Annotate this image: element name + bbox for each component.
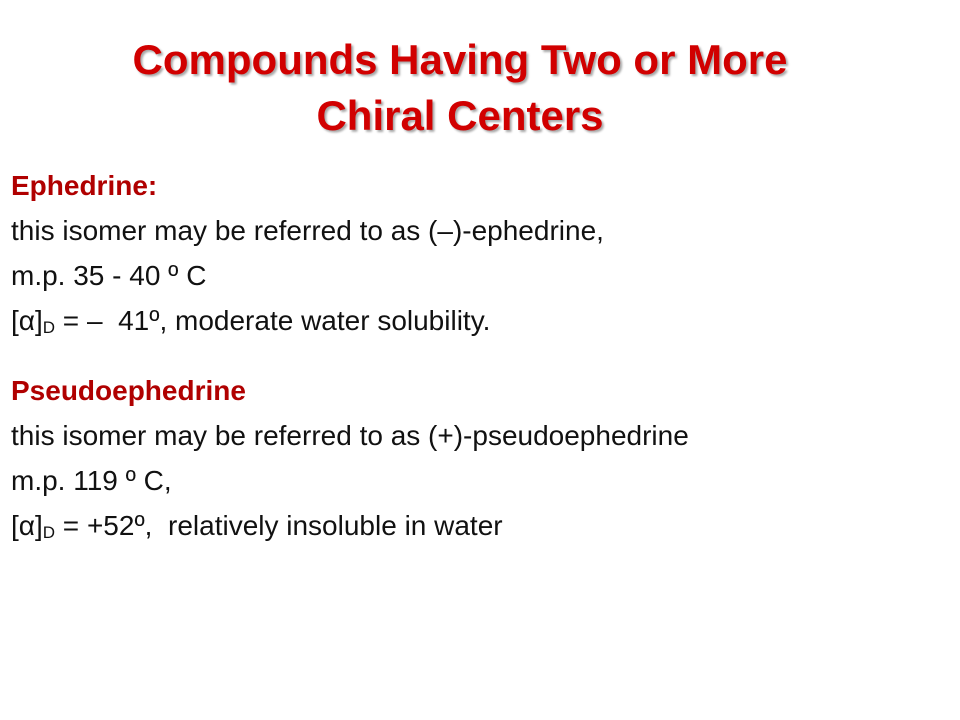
title-line-2: Chiral Centers [316, 92, 604, 139]
pseudoephedrine-melting-point: m.p. 119 º C, [11, 465, 172, 496]
ephedrine-isomer-text: this isomer may be referred to as (–)-ephedrine, [11, 215, 604, 246]
pseudoephedrine-section [11, 368, 941, 552]
ephedrine-section [11, 163, 941, 347]
ephedrine-melting-point: m.p. 35 - 40 º C [11, 260, 207, 291]
pseudoephedrine-rotation-symbol: [α] [11, 510, 43, 541]
title-line-1: Compounds Having Two or More [132, 36, 788, 83]
ephedrine-heading: Ephedrine: [11, 170, 158, 201]
pseudoephedrine-rotation [11, 503, 941, 552]
ephedrine-rotation-subscript: D [42, 318, 56, 337]
ephedrine-rotation [11, 298, 941, 347]
ephedrine-rotation-value: = – 41º, moderate water solubility. [55, 305, 491, 336]
pseudoephedrine-rotation-subscript: D [42, 523, 56, 542]
pseudoephedrine-isomer-text: this isomer may be referred to as (+)-pseudoephedrine [11, 420, 689, 451]
pseudoephedrine-heading: Pseudoephedrine [11, 375, 246, 406]
ephedrine-rotation-symbol: [α] [11, 305, 43, 336]
pseudoephedrine-rotation-value: = +52º, relatively insoluble in water [55, 510, 503, 541]
slide-title [0, 32, 920, 144]
